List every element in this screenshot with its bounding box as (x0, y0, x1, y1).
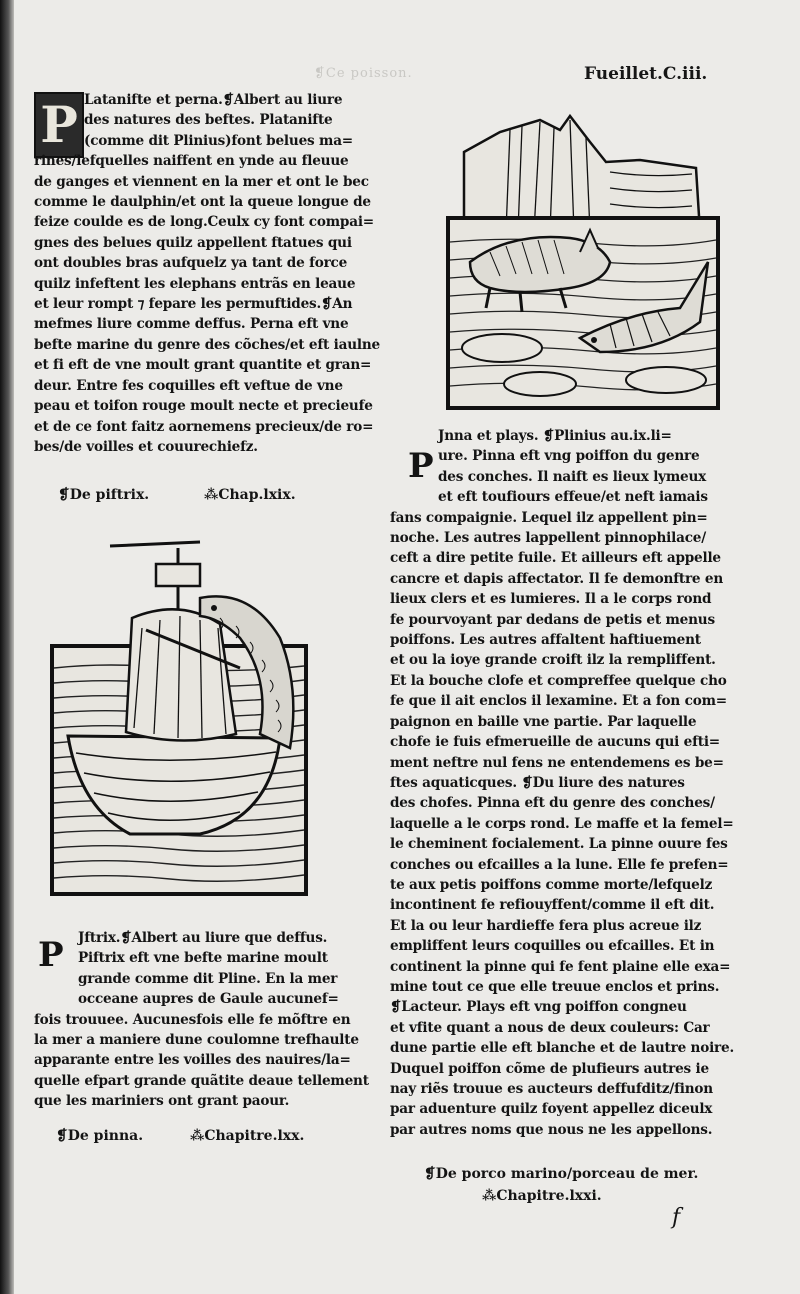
right-text-block (390, 426, 790, 1140)
chapter-number-porco: ⁂Chapitre.lxxi. (482, 1188, 602, 1204)
text-line: grande comme dit Pline. En la mer (78, 970, 338, 987)
text-line: ment neftre nul fens ne entendemens es be= (390, 754, 724, 771)
text-line: comme le daulphin/et ont la queue longue de (34, 194, 371, 211)
text-line: fans compaignie. Lequel ilz appellent pin= (390, 509, 708, 526)
text-line: mefmes liure comme deffus. Perna eft vne (34, 316, 349, 333)
text-line: te aux petis poiffons comme morte/lefquelz (390, 876, 713, 893)
text-line: apparante entre les voilles des nauires/la= (34, 1052, 351, 1069)
text-line: noche. Les autres lappellent pinnophilace/ (390, 530, 707, 547)
text-line: gnes des belues quilz appellent ftatues qui (34, 234, 352, 251)
text-line: Et la bouche clofe et compreffee quelque cho (390, 672, 727, 689)
text-line: Latanifte et perna.❡Albert au liure (84, 92, 343, 108)
text-line: Jftrix.❡Albert au liure que deffus. (78, 930, 328, 946)
text-line: et vfite quant a nous de deux couleurs: Car (390, 1019, 710, 1036)
text-line: que les mariniers ont grant paour. (34, 1093, 290, 1110)
text-line: bes/de voilles et couurechiefz. (34, 438, 258, 455)
text-line: chofe ie fuis efmerueille de aucuns qui efti= (390, 734, 721, 751)
text-line: et leur rompt ⁊ fepare les permuftides.❡An (34, 296, 353, 313)
pistrix-text-block (34, 928, 394, 1112)
text-line: feize coulde es de long.Ceulx cy font compai= (34, 214, 374, 231)
text-line: cancre et dapis affectator. Il fe demonftre en (390, 570, 724, 587)
folio-number: Fueillet.C.iii. (584, 64, 708, 84)
text-line: par aduenture quilz foyent appellez diceulx (390, 1101, 713, 1118)
text-line: quelle efpart grande quãtite deaue tellement (34, 1072, 369, 1089)
text-line: fois trouuee. Aucunesfois elle fe mõftre en (34, 1011, 351, 1028)
text-line: deur. Entre fes coquilles eft veftue de vne (34, 377, 343, 394)
chapter-number-pinna: ⁂Chapitre.lxx. (190, 1128, 305, 1144)
initial-letter-pinna: P (408, 446, 434, 486)
book-page (14, 0, 800, 1294)
text-line: poiffons. Les autres affaltent haftiuement (390, 632, 701, 649)
text-line: mine tout ce que elle treuue enclos et prins. (390, 978, 720, 995)
text-line: le cheminent focialement. La pinne ouure fes (390, 836, 728, 853)
text-line: dune partie elle eft blanche et de lautre noire. (390, 1040, 735, 1057)
text-line: empliffent leurs coquilles ou efcailles. Et in (390, 938, 715, 955)
chapter-heading-porco: ❡De porco marino/porceau de mer. (424, 1166, 699, 1182)
text-line: et ou la ioye grande croift ilz la rempliffent. (390, 652, 716, 669)
left-text-block (34, 90, 394, 457)
text-line: quilz infeftent les elephans entrãs en leaue (34, 275, 356, 292)
text-line: ceft a dire petite fuile. Et ailleurs eft appelle (390, 550, 721, 567)
text-line: paignon en baille vne partie. Par laquelle (390, 713, 697, 730)
text-line: des chofes. Pinna eft du genre des conches/ (390, 795, 715, 812)
text-line: des conches. Il naift es lieux lymeux (438, 468, 707, 485)
text-line: et fi eft de vne moult grant quantite et gran= (34, 357, 372, 374)
text-line: de ganges et viennent en la mer et ont le bec (34, 173, 369, 190)
text-line: fe que il ait enclos il lexamine. Et a fon com= (390, 693, 727, 710)
signature-mark: f (672, 1205, 681, 1230)
text-line: rines/lefquelles naiffent en ynde au fleuue (34, 153, 349, 170)
text-line: lieux clers et es lumieres. Il a le corps rond (390, 591, 712, 608)
text-line: et eft toufiours effeue/et neft iamais (438, 489, 708, 506)
text-line: befte marine du genre des cõches/et eft iaulne (34, 336, 380, 353)
text-line: ftes aquaticques. ❡Du liure des natures (390, 774, 685, 791)
text-line: ont doubles bras aufquelz ya tant de force (34, 255, 348, 272)
ornamental-initial-letter: P (40, 95, 78, 154)
chapter-heading-pinna: ❡De pinna. (56, 1128, 144, 1144)
text-line: continent la pinne qui fe fent plaine elle exa= (390, 958, 731, 975)
text-line: occeane aupres de Gaule aucunef= (78, 991, 339, 1008)
text-line: Jnna et plays. ❡Plinius au.ix.li= (438, 428, 672, 444)
ghost-running-head: ❡Ce poisson. (314, 66, 413, 81)
text-line: laquelle a le corps rond. Le maffe et la femel= (390, 815, 734, 832)
text-line: et de ce font faitz aornemens precieux/de ro= (34, 418, 374, 435)
woodcut-pistrix-ship (50, 538, 310, 898)
text-line: Et la ou leur hardieffe fera plus acreue ilz (390, 917, 702, 934)
heading-title: ❡De piftrix. (58, 487, 150, 503)
chapter-heading-pistrix (58, 487, 149, 503)
initial-letter-pistrix: P (38, 935, 64, 975)
text-line: (comme dit Plinius)font belues ma= (84, 132, 353, 149)
text-line: par autres noms que nous ne les appellons. (390, 1121, 713, 1138)
woodcut-pinna-sea (430, 112, 722, 412)
text-line: incontinent fe refiouyffent/comme il eft dit. (390, 897, 715, 914)
text-line: fe pourvoyant par dedans de petis et menus (390, 611, 715, 628)
chapter-number-pistrix: ⁂Chap.lxix. (204, 487, 296, 503)
text-line: la mer a maniere dune coulomne trefhaulte (34, 1032, 359, 1049)
text-line: Piftrix eft vne befte marine moult (78, 950, 328, 967)
text-line: conches ou efcailles a la lune. Elle fe prefen= (390, 856, 729, 873)
book-gutter (0, 0, 14, 1294)
text-line: ❡Lacteur. Plays eft vng poiffon congneu (390, 999, 687, 1016)
text-line: ure. Pinna eft vng poiffon du genre (438, 448, 700, 465)
text-line: des natures des beftes. Platanifte (84, 112, 333, 129)
text-line: Duquel poiffon cõme de plufieurs autres ie (390, 1060, 709, 1077)
text-line: peau et toifon rouge moult necte et precieufe (34, 398, 373, 415)
text-line: nay riẽs trouue es aucteurs deffufditz/finon (390, 1081, 713, 1097)
